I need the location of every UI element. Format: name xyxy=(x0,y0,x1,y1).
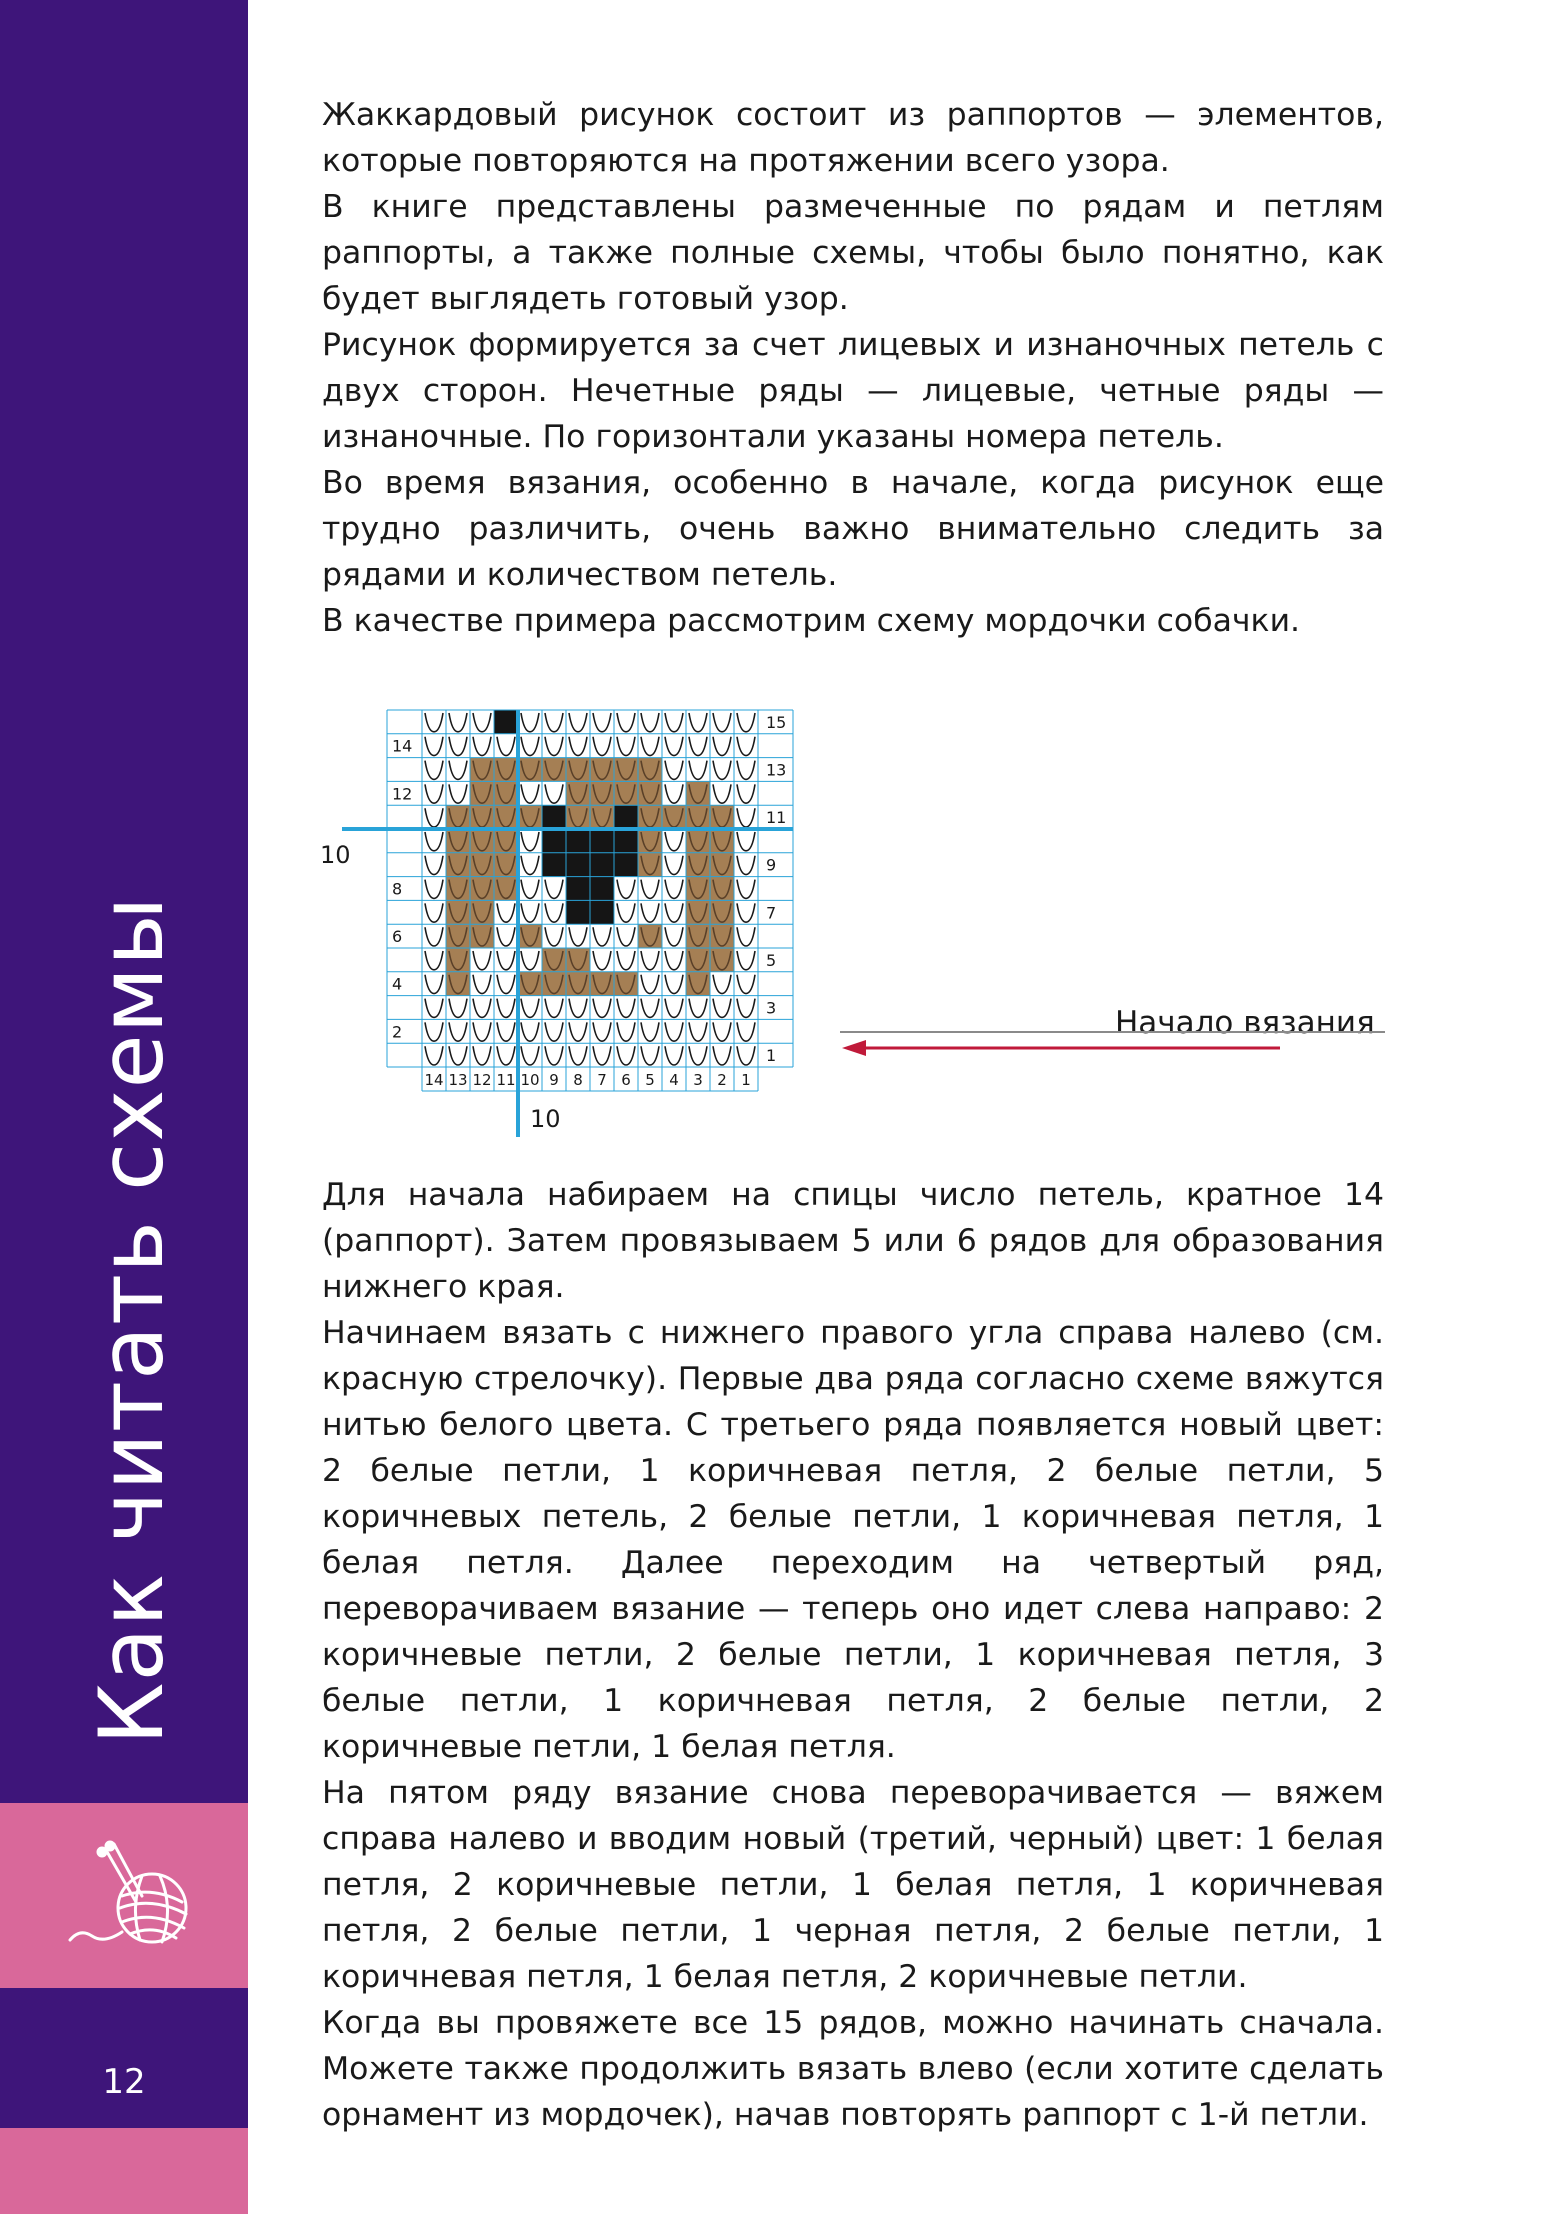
row-number-label: 13 xyxy=(766,760,787,780)
instruction-paragraph: Для начала набираем на спицы число петель, кратное 14 (раппорт). Затем провязываем 5 или 6 рядов для образования нижнего края. xyxy=(322,1177,1384,1305)
stitch-number-label: 9 xyxy=(549,1071,559,1089)
intro-paragraph: В качестве примера рассмотрим схему мордочки собачки. xyxy=(322,603,1301,639)
stitch-number-label: 5 xyxy=(645,1071,655,1089)
start-label: Начало вязания xyxy=(1115,1005,1375,1041)
instruction-paragraph: На пятом ряду вязание снова переворачивается — вяжем справа налево и вводим новый (третий, черный) цвет: 1 белая петля, 2 коричневые петли, 1 белая петля, 1 коричневая петля, 2 белые петли, 1 черная петля, 2 белые петли, 1 коричневая петля, 1 белая петля, 2 коричневые петли. xyxy=(322,1775,1384,1995)
start-arrow-head xyxy=(842,1040,866,1056)
sidebar-accent-footer xyxy=(0,2128,248,2214)
stitch-number-label: 7 xyxy=(597,1071,607,1089)
stitch-number-label: 2 xyxy=(717,1071,727,1089)
stitch-number-label: 11 xyxy=(496,1071,516,1089)
page-number: 12 xyxy=(102,2062,146,2102)
row-number-label: 2 xyxy=(392,1022,403,1042)
stitch-cell xyxy=(614,853,638,877)
instruction-paragraph: Начинаем вязать с нижнего правого угла справа налево (см. красную стрелочку). Первые два ряда согласно схеме вяжутся нитью белого цвета. С третьего ряда появляется новый цвет: 2 белые петли, 1 коричневая петля, 2 белые петли, 5 коричневых петель, 2 белые петли, 1 коричневая петля, 1 белая петля. Далее переходим на четвертый ряд, переворачиваем вязание — теперь оно идет слева направо: 2 коричневые петли, 2 белые петли, 1 коричневая петля, 3 белые петли, 1 коричневая петля, 2 белые петли, 2 коричневые петли, 1 белая петля. xyxy=(322,1315,1384,1765)
stitch-cell xyxy=(614,829,638,853)
row-number-label: 14 xyxy=(392,736,413,756)
stitch-number-label: 8 xyxy=(573,1071,583,1089)
stitch-number-label: 12 xyxy=(472,1071,492,1089)
intro-paragraph: Рисунок формируется за счет лицевых и изнаночных петель с двух сторон. Нечетные ряды — лицевые, четные ряды — изнаночные. По горизонтали указаны номера петель. xyxy=(322,327,1384,455)
stitch-number-label: 14 xyxy=(424,1071,444,1089)
stitch-number-label: 13 xyxy=(448,1071,468,1089)
row-number-label: 15 xyxy=(766,712,787,732)
stitch-cell xyxy=(590,877,614,901)
row-number-label: 12 xyxy=(392,784,413,804)
stitch-cell xyxy=(590,829,614,853)
stitch-cell xyxy=(590,853,614,877)
row-number-label: 9 xyxy=(766,855,777,875)
row-number-label: 5 xyxy=(766,950,777,970)
stitch-cell xyxy=(566,829,590,853)
stitch-cell xyxy=(566,877,590,901)
stitch-cell xyxy=(494,710,518,734)
row-number-label: 6 xyxy=(392,927,403,947)
row-number-label: 1 xyxy=(766,1046,777,1066)
row-number-label: 8 xyxy=(392,879,403,899)
stitch-cell xyxy=(614,805,638,829)
row-number-label: 3 xyxy=(766,998,777,1018)
intro-text xyxy=(322,92,1384,644)
stitch-cell xyxy=(542,805,566,829)
stitch-number-label: 1 xyxy=(741,1071,751,1089)
row-number-label: 7 xyxy=(766,903,777,923)
start-arrow xyxy=(840,1030,1385,1064)
left-marker-label: 10 xyxy=(320,841,351,869)
intro-paragraph: Жаккардовый рисунок состоит из раппортов — элементов, которые повторяются на протяжении всего узора. xyxy=(322,97,1384,179)
instructions-text xyxy=(322,1172,1384,2138)
stitch-cell xyxy=(566,853,590,877)
row-number-label: 4 xyxy=(392,974,403,994)
stitch-number-label: 6 xyxy=(621,1071,631,1089)
stitch-cell xyxy=(542,853,566,877)
knitting-chart-svg xyxy=(312,700,832,1140)
section-title: Как читать схемы xyxy=(80,895,183,1745)
knitting-chart xyxy=(312,700,832,1140)
intro-paragraph: Во время вязания, особенно в начале, когда рисунок еще трудно различить, очень важно внимательно следить за рядами и количеством петель. xyxy=(322,465,1384,593)
yarn-ball-icon xyxy=(64,1836,214,1966)
stitch-cell xyxy=(590,900,614,924)
stitch-number-label: 3 xyxy=(693,1071,703,1089)
instruction-paragraph: Когда вы провяжете все 15 рядов, можно начинать сначала. Можете также продолжить вязать влево (если хотите сделать орнамент из мордочек), начав повторять раппорт с 1-й петли. xyxy=(322,2005,1384,2133)
stitch-cell xyxy=(566,900,590,924)
row-number-label: 11 xyxy=(766,808,787,828)
bottom-marker-label: 10 xyxy=(530,1105,561,1133)
stitch-number-label: 4 xyxy=(669,1071,679,1089)
stitch-cell xyxy=(542,829,566,853)
stitch-number-label: 10 xyxy=(520,1071,540,1089)
intro-paragraph: В книге представлены размеченные по рядам и петлям раппорты, а также полные схемы, чтобы было понятно, как будет выглядеть готовый узор. xyxy=(322,189,1384,317)
